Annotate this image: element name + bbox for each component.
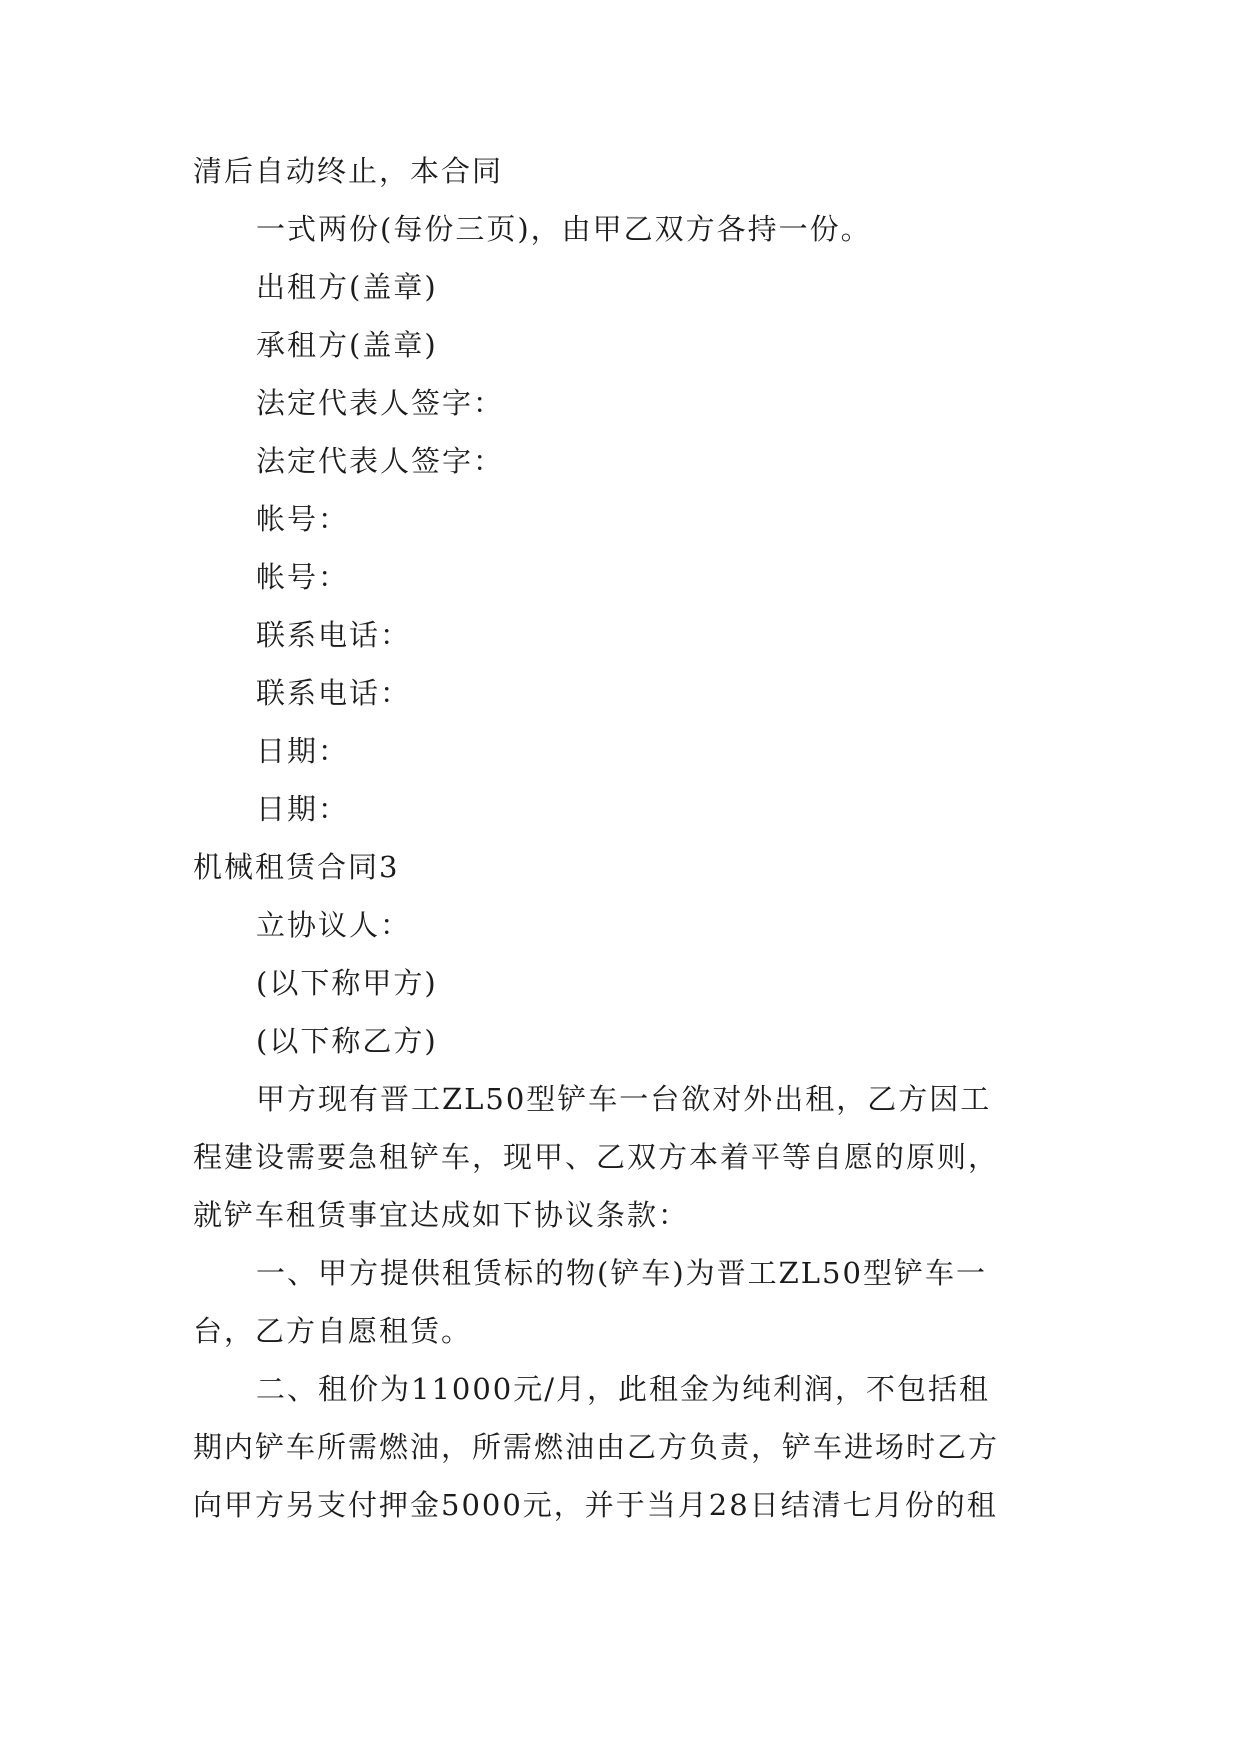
clause-2-line: 期内铲车所需燃油，所需燃油由乙方负责，铲车进场时乙方 (193, 1430, 1000, 1464)
intro-paragraph-line: 就铲车租赁事宜达成如下协议条款： (193, 1198, 690, 1232)
clause-1-line: 一、甲方提供租赁标的物(铲车)为晋工ZL50型铲车一 (256, 1256, 987, 1290)
date-line: 日期： (256, 734, 350, 768)
legal-rep-signature-line: 法定代表人签字： (256, 386, 505, 420)
party-b-line: (以下称乙方) (256, 1024, 438, 1058)
account-line: 帐号： (256, 502, 350, 536)
phone-line: 联系电话： (256, 618, 412, 652)
section-heading: 机械租赁合同3 (193, 850, 400, 884)
intro-paragraph-line: 程建设需要急租铲车，现甲、乙双方本着平等自愿的原则， (193, 1140, 1000, 1174)
copies-clause: 一式两份(每份三页)，由甲乙双方各持一份。 (256, 212, 872, 246)
continued-text-line: 清后自动终止，本合同 (193, 154, 504, 188)
party-a-line: (以下称甲方) (256, 966, 438, 1000)
date-line: 日期： (256, 792, 350, 826)
legal-rep-signature-line: 法定代表人签字： (256, 444, 505, 478)
phone-line: 联系电话： (256, 676, 412, 710)
intro-paragraph-line: 甲方现有晋工ZL50型铲车一台欲对外出租，乙方因工 (256, 1082, 992, 1116)
clause-2-line: 向甲方另支付押金5000元，并于当月28日结清七月份的租 (193, 1488, 998, 1522)
parties-line: 立协议人： (256, 908, 412, 942)
account-line: 帐号： (256, 560, 350, 594)
clause-2-line: 二、租价为11000元/月，此租金为纯利润，不包括租 (256, 1372, 991, 1406)
lessor-seal-line: 出租方(盖章) (256, 270, 438, 304)
clause-1-line: 台，乙方自愿租赁。 (193, 1314, 473, 1348)
lessee-seal-line: 承租方(盖章) (256, 328, 438, 362)
